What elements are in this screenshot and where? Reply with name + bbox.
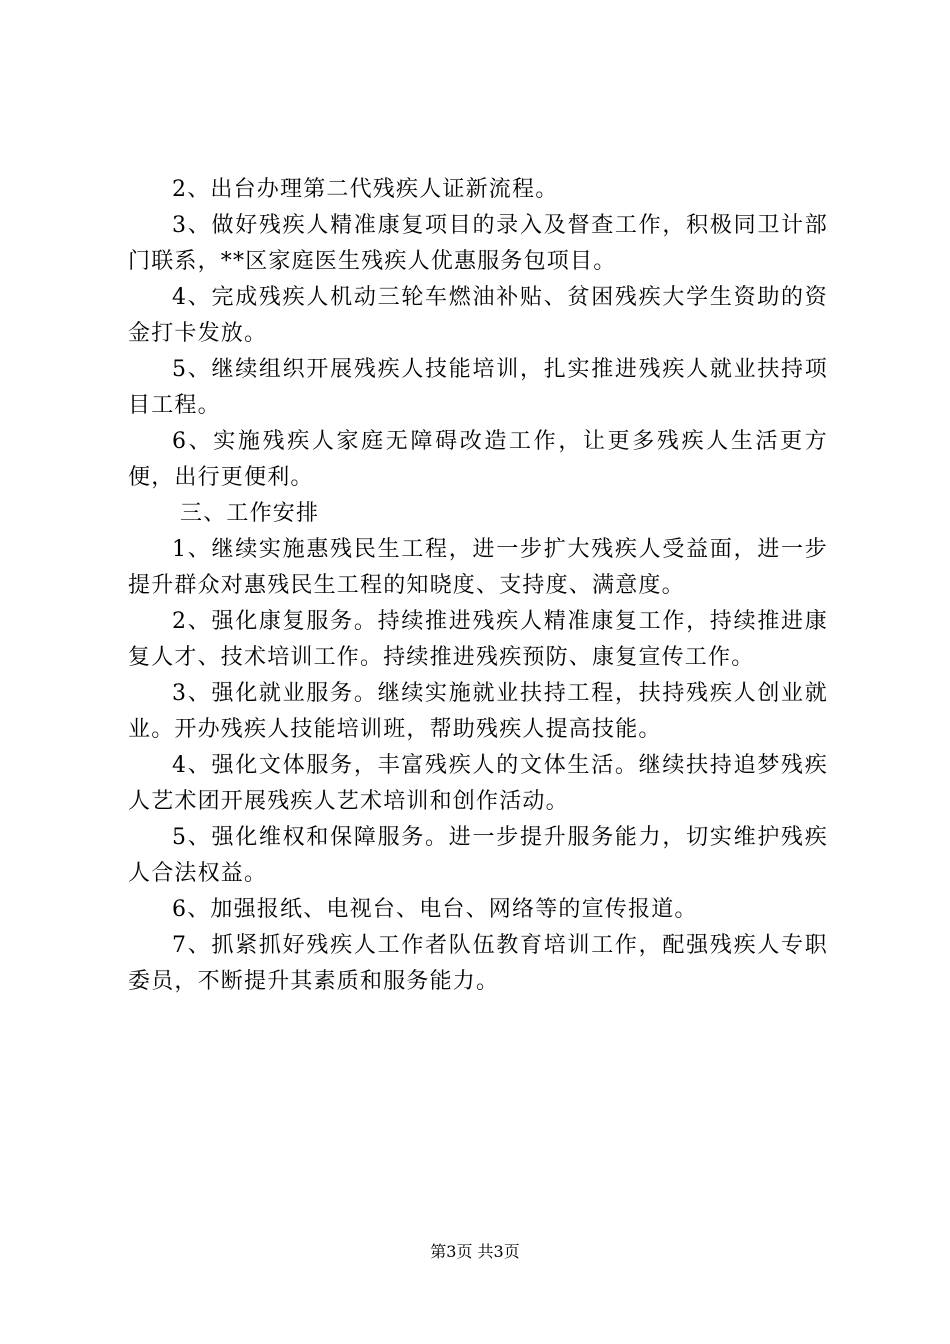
page-number-footer: 第3页 共3页 [430, 1242, 520, 1261]
paragraph-item-2: 2、出台办理第二代残疾人证新流程。 [172, 177, 559, 202]
arrangement-item-5: 5、强化维权和保障服务。进一步提升服务能力，切实维护残疾人合法权益。 [128, 825, 828, 886]
section-heading: 三、工作安排 [180, 501, 320, 526]
arrangement-item-1: 1、继续实施惠残民生工程，进一步扩大残疾人受益面，进一步提升群众对惠残民生工程的知晓度、支持度、满意度。 [128, 537, 828, 598]
arrangement-item-4: 4、强化文体服务，丰富残疾人的文体生活。继续扶持追梦残疾人艺术团开展残疾人艺术培训和创作活动。 [128, 753, 828, 814]
paragraph-item-5: 5、继续组织开展残疾人技能培训，扎实推进残疾人就业扶持项目工程。 [128, 357, 828, 418]
arrangement-item-7: 7、抓紧抓好残疾人工作者队伍教育培训工作，配强残疾人专职委员，不断提升其素质和服务能力。 [128, 933, 828, 994]
paragraph-item-4: 4、完成残疾人机动三轮车燃油补贴、贫困残疾大学生资助的资金打卡发放。 [128, 285, 828, 346]
arrangement-item-2: 2、强化康复服务。持续推进残疾人精准康复工作，持续推进康复人才、技术培训工作。持续推进残疾预防、康复宣传工作。 [128, 609, 828, 670]
paragraph-item-6: 6、实施残疾人家庭无障碍改造工作，让更多残疾人生活更方便，出行更便利。 [128, 429, 828, 490]
document-body [128, 172, 828, 1000]
arrangement-item-6: 6、加强报纸、电视台、电台、网络等的宣传报道。 [172, 897, 698, 922]
paragraph-item-3: 3、做好残疾人精准康复项目的录入及督查工作，积极同卫计部门联系，**区家庭医生残疾人优惠服务包项目。 [128, 213, 828, 274]
arrangement-item-3: 3、强化就业服务。继续实施就业扶持工程，扶持残疾人创业就业。开办残疾人技能培训班，帮助残疾人提高技能。 [128, 681, 828, 742]
